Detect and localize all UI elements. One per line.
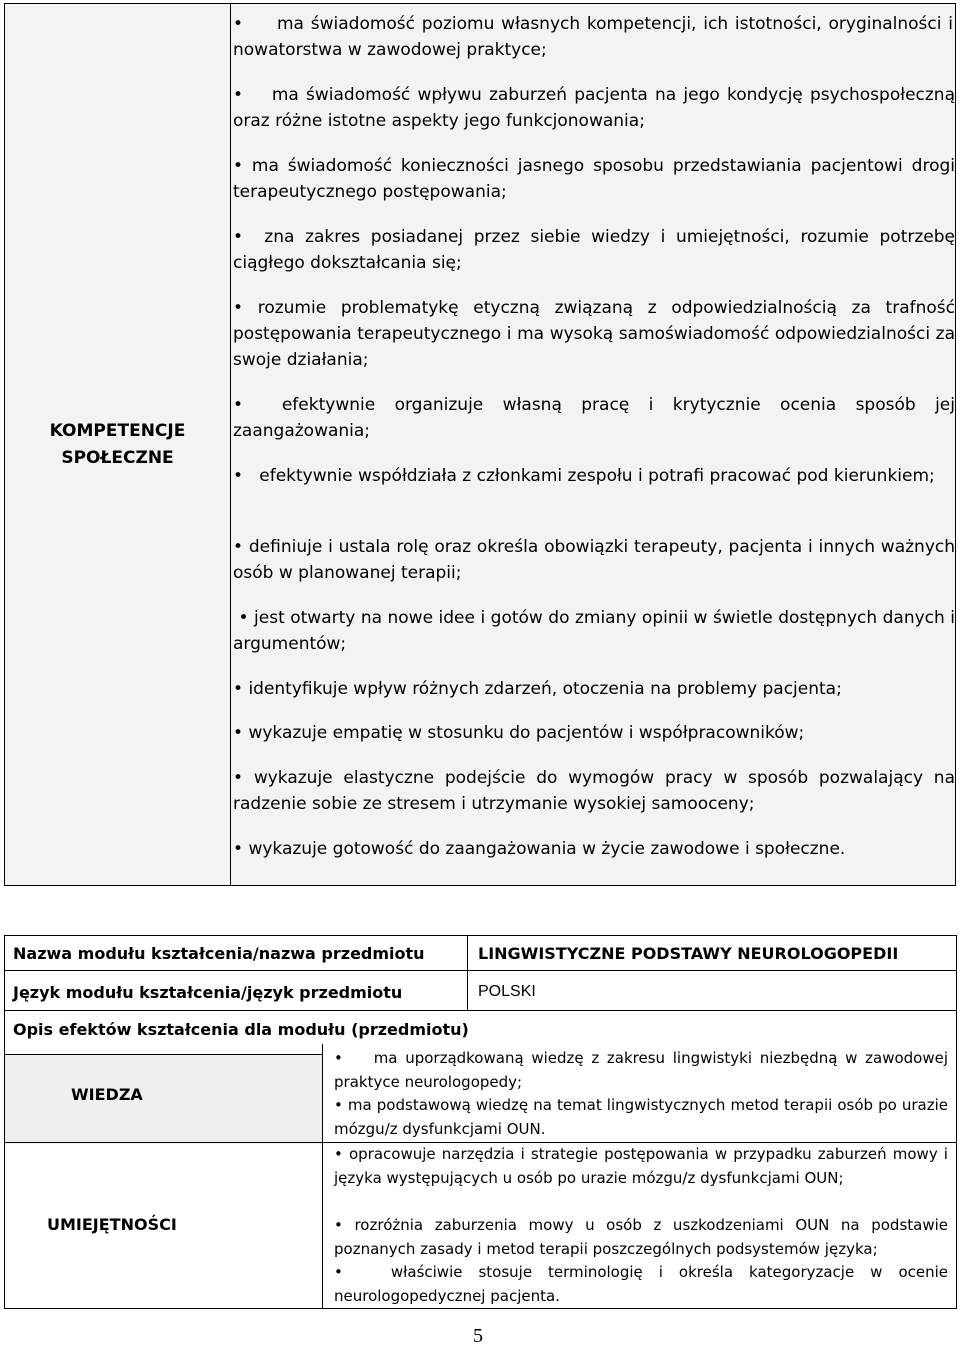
wiedza-label: WIEDZA (71, 1085, 143, 1104)
list-item: • zna zakres posiadanej przez siebie wiedzy i umiejętności, rozumie potrzebę ciągłego dokształcania się; (233, 227, 956, 273)
umiejetnosci-label: UMIEJĘTNOŚCI (47, 1215, 177, 1234)
list-item: • efektywnie organizuje własną pracę i krytycznie ocenia sposób jej zaangażowania; (233, 395, 955, 441)
list-item: • właściwie stosuje terminologię i określa kategoryzacje w ocenie neurologopedycznej pacjenta. (334, 1263, 949, 1305)
list-item: • wykazuje gotowość do zaangażowania w życie zawodowe i społeczne. (233, 839, 846, 859)
effects-label: Opis efektów kształcenia dla modułu (przedmiotu) (13, 1020, 469, 1039)
list-item: • ma podstawową wiedzę na temat lingwistycznych metod terapii osób po urazie mózgu/z dysfunkcjami OUN. (334, 1096, 948, 1138)
list-item: • efektywnie współdziała z członkami zespołu i potrafi pracować pod kierunkiem; (233, 466, 935, 486)
list-item: • jest otwarty na nowe idee i gotów do zmiany opinii w świetle dostępnych danych i argumentów; (233, 608, 956, 654)
divider (467, 936, 468, 1010)
list-item: • definiuje i ustala rolę oraz określa obowiązki terapeuty, pacjenta i innych ważnych osób w planowanej terapii; (233, 537, 956, 583)
divider (5, 1054, 322, 1055)
competences-category-cell (5, 4, 231, 885)
list-item: • rozumie problematykę etyczną związaną z odpowiedzialnością za trafność postępowania terapeutycznego i ma wysoką samoświadomość odpowiedzialności za swoje działania; (233, 298, 955, 370)
list-item: • wykazuje elastyczne podejście do wymogów pracy w sposób pozwalający na radzenie sobie ze stresem i utrzymanie wysokiej samooceny; (233, 768, 955, 814)
list-item: • wykazuje empatię w stosunku do pacjentów i współpracowników; (233, 723, 805, 743)
list-item: • ma świadomość poziomu własnych kompetencji, ich istotności, oryginalności i nowatorstwa w zawodowej praktyce; (233, 14, 953, 60)
module-name-label: Nazwa modułu kształcenia/nazwa przedmiotu (13, 944, 425, 963)
module-name-value: LINGWISTYCZNE PODSTAWY NEUROLOGOPEDII (478, 944, 899, 963)
category-label: KOMPETENCJE SPOŁECZNE (49, 420, 186, 468)
divider (5, 970, 956, 971)
module-language-label: Język modułu kształcenia/język przedmiotu (13, 983, 403, 1002)
list-item: • opracowuje narzędzia i strategie postępowania w przypadku zaburzeń mowy i języka występujących u osób po urazie mózgu/z dysfunkcjami OUN; (334, 1145, 948, 1187)
competences-list-cell (231, 4, 955, 885)
divider (5, 1010, 956, 1011)
list-item: • identyfikuje wpływ różnych zdarzeń, otoczenia na problemy pacjenta; (233, 679, 842, 699)
page-number: 5 (473, 1325, 483, 1347)
competences-table (4, 3, 956, 886)
wiedza-cell-bg (5, 1054, 322, 1144)
list-item: • ma świadomość konieczności jasnego sposobu przedstawiania pacjentowi drogi terapeutycznego postępowania; (233, 156, 955, 202)
list-item: • rozróżnia zaburzenia mowy u osób z uszkodzeniami OUN na podstawie poznanych zasady i metod terapii poszczególnych podsystemów języka; (334, 1216, 948, 1258)
module-language-value: POLSKI (478, 983, 536, 1000)
divider (322, 1044, 323, 1308)
list-item: • ma uporządkowaną wiedzę z zakresu lingwistyki niezbędną w zawodowej praktyce neurologopedy; (334, 1049, 948, 1091)
module-table (4, 935, 957, 1309)
list-item: • ma świadomość wpływu zaburzeń pacjenta na jego kondycję psychospołeczną oraz różne istotne aspekty jego funkcjonowania; (233, 85, 955, 131)
